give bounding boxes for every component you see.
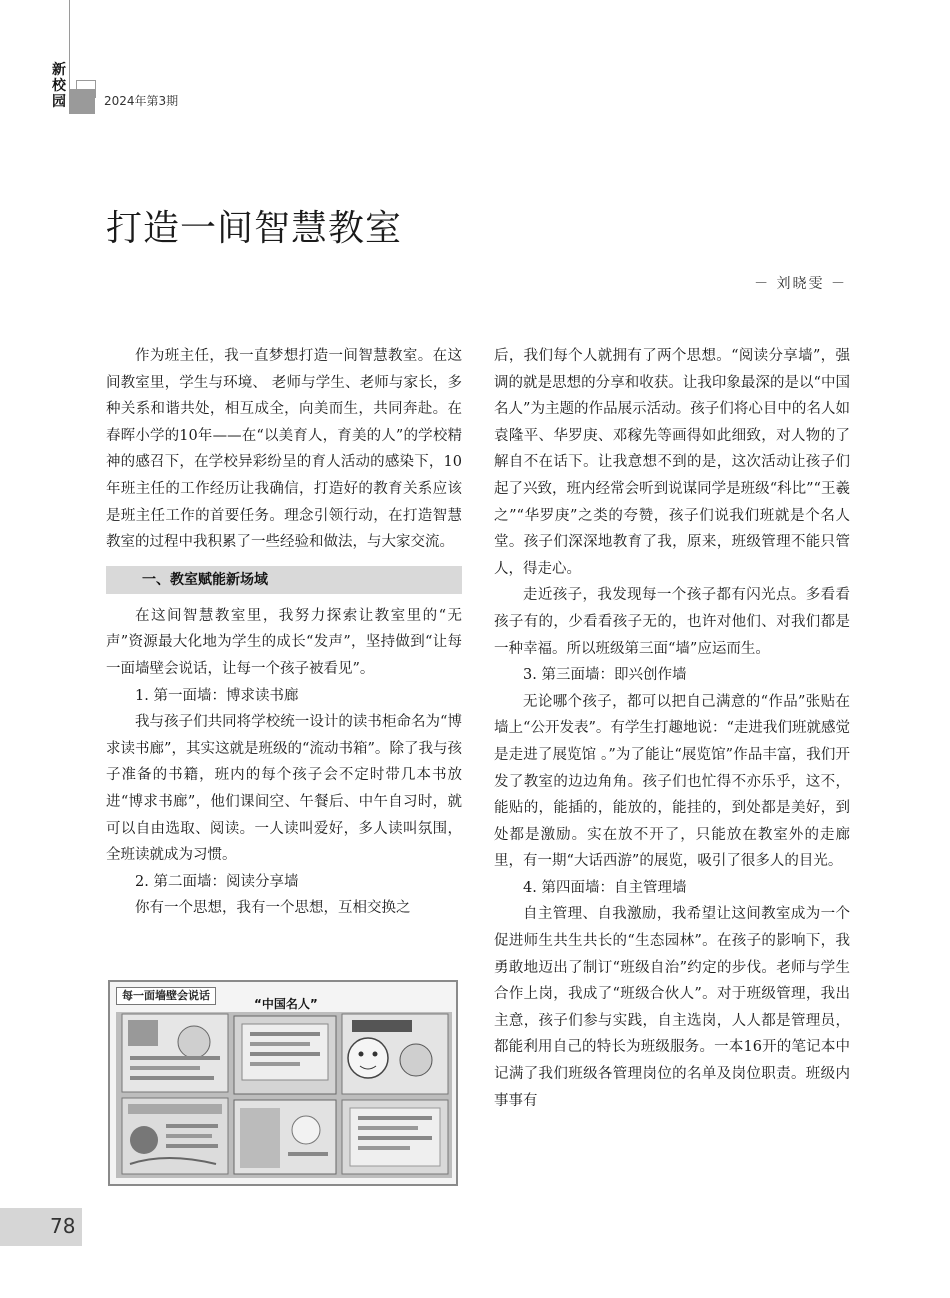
masthead xyxy=(50,62,68,110)
article-author: － 刘晓雯 － xyxy=(754,276,847,292)
body-paragraph: 无论哪个孩子，都可以把自己满意的“作品”张贴在墙上“公开发表”。有学生打趣地说：“走进我们班就感觉是走进了展览馆 。”为了能让“展览馆”作品丰富，我们开发了教室的边边角角。孩子们也忙得不亦乐乎，这不，能贴的，能插的，能放的，能挂的，到处都是美好，到处都是激励。实在放不开了，只能放在教室外的走廊里，有一期“大话西游”的展览，吸引了很多人的目光。 xyxy=(494,693,850,870)
body-paragraph: 在这间智慧教室里，我努力探索让教室里的“无声”资源最大化地为学生的成长“发声”，坚持做到“让每一面墙壁会说话，让每一个孩子被看见”。 xyxy=(106,607,462,677)
body-paragraph: 后，我们每个人就拥有了两个思想。“阅读分享墙”，强调的就是思想的分享和收获。让我印象最深的是以“中国名人”为主题的作品展示活动。孩子们将心目中的名人如袁隆平、华罗庚、邓稼先等画得如此细致，对人物的了解自不在话下。让我意想不到的是，这次活动让孩子们起了兴致，班内经常会听到说谋同学是班级“科比”“王羲之”“华罗庚”之类的夸赞，孩子们说我们班就是个名人堂。孩子们深深地教育了我，原来，班级管理不能只管人，得走心。 xyxy=(494,348,850,577)
figure-label: 每一面墙壁会说话 xyxy=(116,987,216,1005)
header-decor-fill xyxy=(69,89,95,114)
figure-caption: “中国名人” xyxy=(254,997,318,1011)
intro-paragraph: 作为班主任，我一直梦想打造一间智慧教室。在这间教室里，学生与环境、 老师与学生、老师与家长，多种关系和谐共处，相互成全，向美而生，共同奔赴。在春晖小学的10年——在“以美育人，育美的人”的学校精神的感召下，在学校异彩纷呈的育人活动的感染下，10年班主任的工作经历让我确信，打造好的教育关系应该是班主任工作的首要任务。理念引领行动，在打造智慧教室的过程中我积累了一些经验和做法，与大家交流。 xyxy=(106,348,462,551)
wall-photo-figure xyxy=(108,980,458,1186)
left-column xyxy=(106,343,462,922)
issue-label: 2024年第3期 xyxy=(104,94,179,108)
subheading: 4. 第四面墙：自主管理墙 xyxy=(523,879,687,896)
subheading: 3. 第三面墙：即兴创作墙 xyxy=(523,667,687,684)
masthead-char: 校 xyxy=(52,78,66,94)
subheading: 1. 第一面墙：博求读书廊 xyxy=(135,687,299,704)
body-paragraph: 我与孩子们共同将学校统一设计的读书柜命名为“博求读书廊”，其实这就是班级的“流动书箱”。除了我与孩子准备的书籍，班内的每个孩子会不定时带几本书放进“博求书廊”，他们课间空、午餐后、中午自习时，就可以自由选取、阅读。一人读叫爱好，多人读叫氛围，全班读就成为习惯。 xyxy=(106,714,462,864)
body-paragraph: 自主管理、自我激励，我希望让这间教室成为一个促进师生共生共长的“生态园林”。在孩子的影响下，我勇敢地迈出了制订“班级自治”约定的步伐。老师与学生合作上岗，我成了“班级合伙人”。对于班级管理，我出主意，孩子们参与实践，自主选岗，人人都是管理员，都能利用自己的特长为班级服务。一本16开的笔记本中记满了我们班级各管理岗位的名单及岗位职责。班级内事事有 xyxy=(494,906,850,1109)
body-paragraph: 你有一个思想，我有一个思想，互相交换之 xyxy=(135,900,411,917)
poster-photo xyxy=(116,1012,452,1178)
body-paragraph: 走近孩子，我发现每一个孩子都有闪光点。多看看孩子有的，少看看孩子无的，也许对他们、对我们都是一种幸福。所以班级第三面“墙”应运而生。 xyxy=(494,587,850,657)
article-title: 打造一间智慧教室 xyxy=(106,208,403,249)
section-heading: 一、教室赋能新场域 xyxy=(106,566,462,594)
right-column xyxy=(494,343,850,1114)
masthead-char: 园 xyxy=(52,94,66,110)
masthead-char: 新 xyxy=(52,62,66,78)
page-number: 78 xyxy=(50,1214,76,1238)
subheading: 2. 第二面墙：阅读分享墙 xyxy=(135,873,299,890)
header-rule xyxy=(69,0,70,95)
